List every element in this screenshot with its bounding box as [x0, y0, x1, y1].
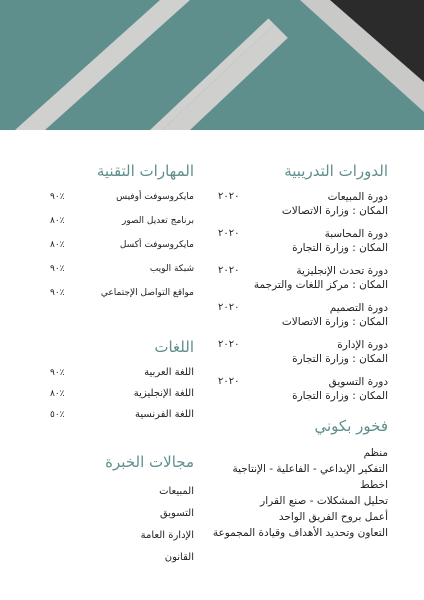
language-item	[50, 408, 194, 429]
course-name: دورة المبيعات	[327, 191, 388, 203]
course-item	[218, 190, 388, 218]
proud-line: منظم	[363, 447, 388, 459]
skill-item	[50, 190, 194, 214]
fields-title: مجالات الخبرة	[105, 453, 194, 471]
course-place: المكان : وزارة الاتصالات	[281, 316, 388, 328]
languages-title: اللغات	[154, 338, 194, 356]
course-place: المكان : مركز اللغات والترجمة	[253, 279, 388, 291]
skill-item	[50, 238, 194, 262]
skill-percent: ٪٩٠	[50, 192, 65, 202]
course-name: دورة تحدث الإنجليزية	[296, 265, 388, 277]
proud-line: التفكير الإبداعي - الفاعلية - الإنتاجية	[232, 463, 388, 475]
skills-title: المهارات التقنية	[96, 162, 194, 180]
skill-name: مايكروسوفت أكسل	[119, 240, 194, 250]
language-percent: ٪٥٠	[50, 410, 65, 420]
skill-percent: ٪٨٠	[50, 216, 65, 226]
field-item: الإدارة العامة	[140, 530, 194, 541]
language-name: اللغة الإنجليزية	[133, 388, 194, 399]
skill-percent: ٪٩٠	[50, 264, 65, 274]
proud-line: تحليل المشكلات - صنع القرار	[260, 495, 388, 507]
proud-title: فخور بكوني	[314, 417, 388, 435]
course-year: ٢٠٢٠	[218, 339, 240, 350]
skill-name: شبكة الويب	[149, 264, 194, 274]
skill-percent: ٪٨٠	[50, 240, 65, 250]
course-place: المكان : وزارة الاتصالات	[281, 205, 388, 217]
language-item	[50, 387, 194, 408]
language-percent: ٪٩٠	[50, 368, 65, 378]
field-item: التسويق	[159, 508, 194, 519]
header-graphic	[0, 0, 424, 130]
skill-name: برنامج تعديل الصور	[121, 216, 194, 226]
proud-line: التعاون وتحديد الأهداف وقيادة المجموعة	[212, 527, 388, 539]
course-item	[218, 301, 388, 329]
language-name: اللغة الفرنسية	[135, 409, 194, 420]
course-name: دورة التسويق	[328, 376, 388, 388]
field-item: القانون	[164, 552, 194, 563]
course-name: دورة التصميم	[329, 302, 388, 314]
course-year: ٢٠٢٠	[218, 191, 240, 202]
course-place: المكان : وزارة التجارة	[292, 242, 388, 254]
course-item	[218, 227, 388, 255]
skill-item	[50, 286, 194, 310]
courses-title: الدورات التدريبية	[284, 162, 388, 180]
proud-line: أعمل بروح الفريق الواحد	[278, 511, 388, 523]
proud-line: اخطط	[360, 479, 388, 491]
course-place: المكان : وزارة التجارة	[292, 353, 388, 365]
skill-item	[50, 214, 194, 238]
course-item	[218, 338, 388, 366]
course-place: المكان : وزارة التجارة	[292, 390, 388, 402]
skill-name: مواقع التواصل الإجتماعي	[100, 288, 194, 298]
left-column	[50, 160, 194, 569]
course-year: ٢٠٢٠	[218, 302, 240, 313]
course-item	[218, 264, 388, 292]
language-item	[50, 366, 194, 387]
course-name: دورة الإدارة	[337, 339, 388, 351]
field-item: المبيعات	[159, 486, 194, 497]
language-percent: ٪٨٠	[50, 389, 65, 399]
course-name: دورة المحاسبة	[324, 228, 388, 240]
course-year: ٢٠٢٠	[218, 228, 240, 239]
header-banner	[0, 0, 424, 130]
skill-percent: ٪٩٠	[50, 288, 65, 298]
course-year: ٢٠٢٠	[218, 265, 240, 276]
course-year: ٢٠٢٠	[218, 376, 240, 387]
right-column	[212, 160, 388, 541]
skill-name: مايكروسوفت أوفيس	[116, 192, 194, 202]
language-name: اللغة العربية	[144, 367, 194, 378]
skill-item	[50, 262, 194, 286]
course-item	[218, 375, 388, 403]
